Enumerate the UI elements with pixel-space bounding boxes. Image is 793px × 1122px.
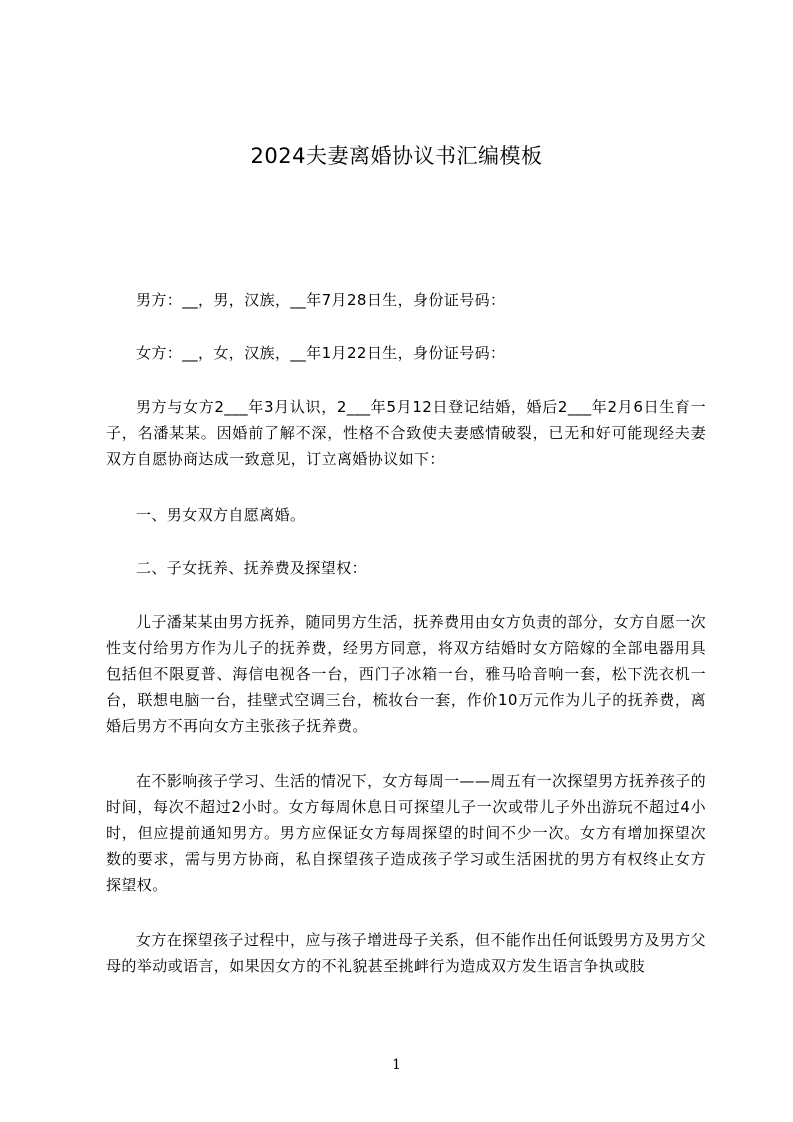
paragraph-female-party-info: 女方：__，女，汉族，__年1月22日生，身份证号码： (136, 344, 506, 362)
paragraph-child-support: 儿子潘某某由男方抚养，随同男方生活，抚养费用由女方负责的部分，女方自愿一次性支付给男方作为儿子的抚养费，经男方同意，将双方结婚时女方陪嫁的全部电器用具包括但不限夏普、海信电视各一台，西门子冰箱一台，雅马哈音响一套，松下洗衣机一台，联想电脑一台，挂壁式空调三台，梳妆台一套，作价10万元作为儿子的抚养费，离婚后男方不再向女方主张孩子抚养费。 (106, 613, 706, 735)
clause-custody-heading: 二、子女抚养、抚养费及探望权： (136, 559, 368, 577)
paragraph-visitation-rights: 在不影响孩子学习、生活的情况下，女方每周一——周五有一次探望男方抚养孩子的时间，每次不超过2小时。女方每周休息日可探望儿子一次或带儿子外出游玩不超过4小时，但应提前通知男方。男方应保证女方每周探望的时间不少一次。女方有增加探望次数的要求，需与男方协商，私自探望孩子造成孩子学习或生活困扰的男方有权终止女方探望权。 (106, 772, 706, 894)
clause-voluntary-divorce: 一、男女双方自愿离婚。 (136, 506, 306, 524)
page-number: 1 (392, 1057, 401, 1073)
paragraph-male-party-info: 男方：__，男，汉族，__年7月28日生，身份证号码： (136, 291, 506, 309)
paragraph-visitation-conduct: 女方在探望孩子过程中，应与孩子增进母子关系，但不能作出任何诋毁男方及男方父母的举动或语言，如果因女方的不礼貌甚至挑衅行为造成双方发生语言争执或肢 (106, 931, 706, 975)
document-title: 2024夫妻离婚协议书汇编模板 (250, 144, 543, 168)
paragraph-marriage-background: 男方与女方2___年3月认识，2___年5月12日登记结婚，婚后2___年2月6日生育一子，名潘某某。因婚前了解不深，性格不合致使夫妻感情破裂，已无和好可能现经夫妻双方自愿协商达成一致意见，订立离婚协议如下： (106, 398, 706, 468)
